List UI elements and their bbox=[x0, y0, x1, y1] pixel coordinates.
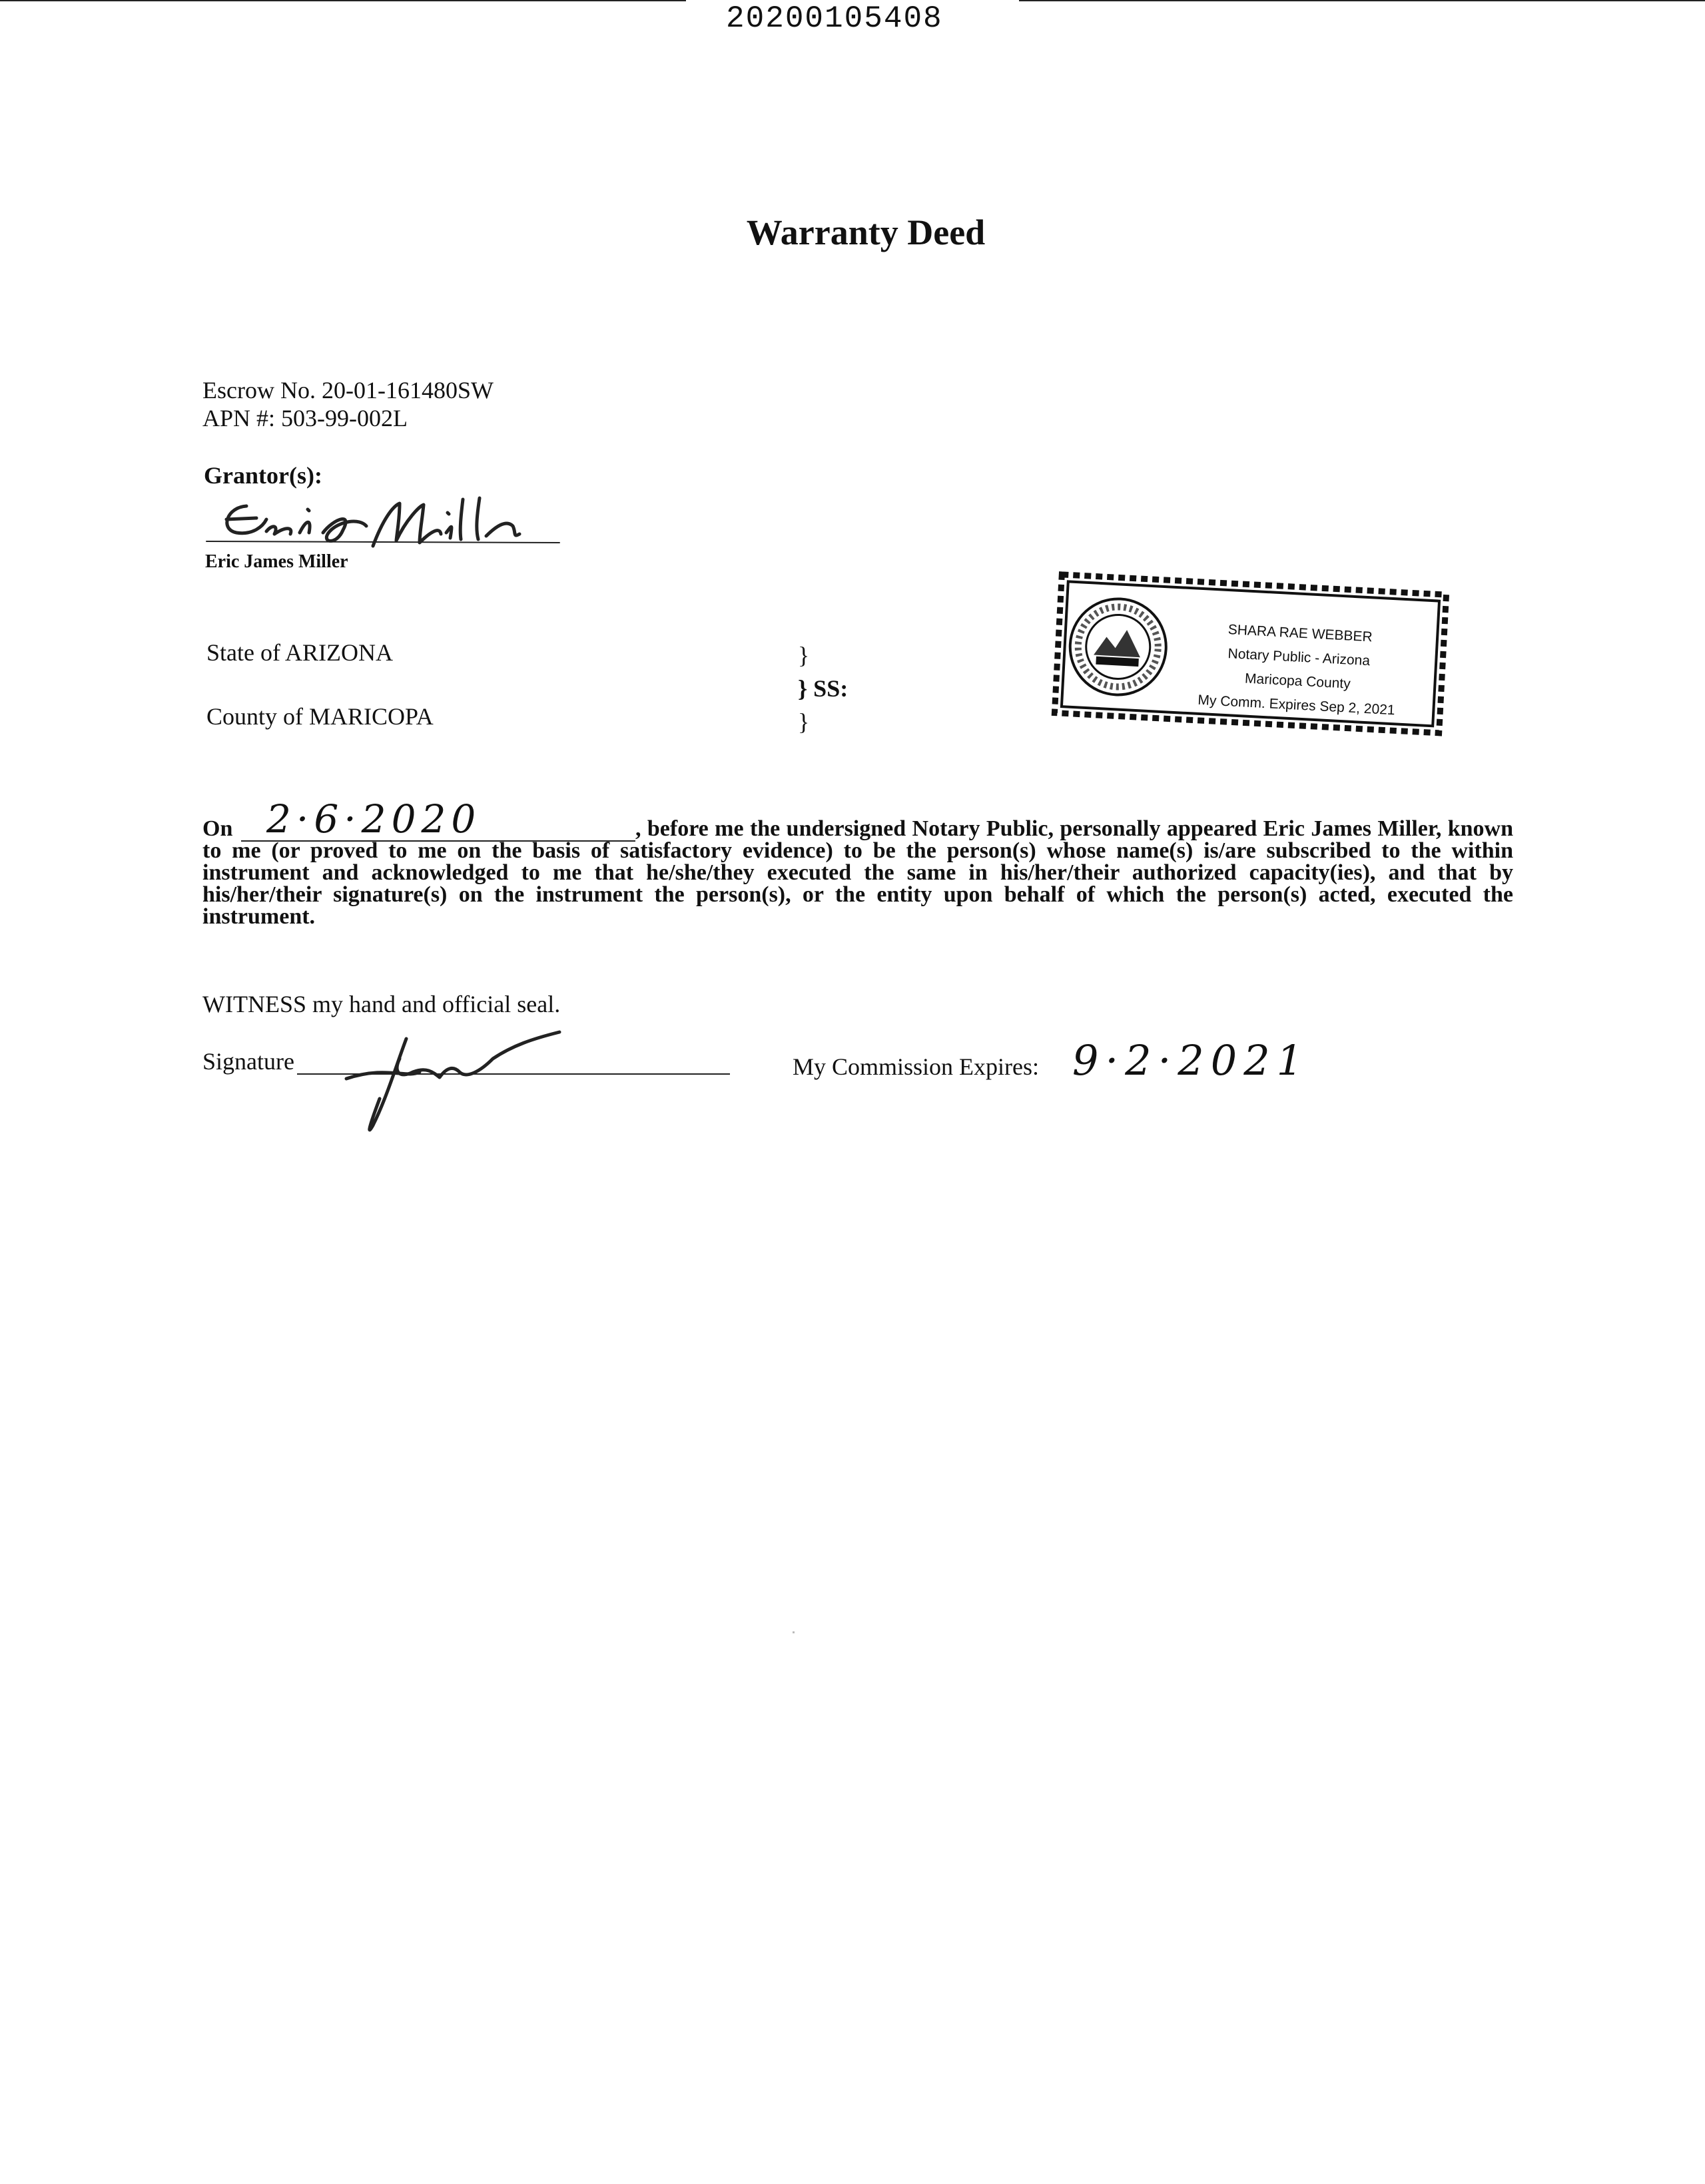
county-line: County of MARICOPA bbox=[206, 703, 434, 730]
document-title: Warranty Deed bbox=[746, 212, 986, 252]
scan-speck bbox=[793, 1631, 795, 1633]
grantor-heading: Grantor(s): bbox=[204, 462, 322, 489]
venue-brace-ss: } SS: bbox=[798, 675, 849, 702]
recording-number: 20200105408 bbox=[726, 1, 943, 36]
venue-brace-top: } bbox=[798, 642, 810, 669]
escrow-number: Escrow No. 20-01-161480SW bbox=[202, 377, 494, 404]
notary-signature bbox=[333, 1025, 586, 1139]
state-seal-icon bbox=[1068, 597, 1168, 697]
top-border-right bbox=[1019, 0, 1705, 1]
stamp-expiration: My Comm. Expires Sep 2, 2021 bbox=[1197, 692, 1396, 718]
top-border-left bbox=[0, 0, 686, 1]
acknowledgment-date: 2·6·2020 bbox=[266, 796, 482, 842]
commission-expiration-date: 9·2·2021 bbox=[1072, 1036, 1310, 1085]
state-line: State of ARIZONA bbox=[206, 639, 393, 666]
commission-label: My Commission Expires: bbox=[793, 1053, 1040, 1080]
stamp-notary-county: Maricopa County bbox=[1244, 671, 1351, 692]
acknowledgment-text bbox=[202, 818, 1513, 928]
on-label: On bbox=[202, 816, 233, 841]
notary-stamp bbox=[1046, 570, 1459, 750]
signature-label: Signature bbox=[202, 1048, 294, 1075]
venue-brace-bottom: } bbox=[798, 708, 810, 735]
apn-number: APN #: 503-99-002L bbox=[202, 405, 408, 431]
stamp-notary-name: SHARA RAE WEBBER bbox=[1227, 622, 1373, 645]
stamp-notary-title: Notary Public - Arizona bbox=[1227, 646, 1371, 669]
grantor-name: Eric James Miller bbox=[205, 551, 348, 572]
witness-line: WITNESS my hand and official seal. bbox=[202, 991, 561, 1017]
acknowledgment-body: , before me the undersigned Notary Public, personally appeared Eric James Miller, known to me (or proved to me on the basis of satisfactory evidence) to be the person(s) whose name(s) is/are subscribed to the within instrument and acknowledged to me that he/she/they executed the same in his/her/their authorized capacity(ies), and that by his/her/their signature(s) on the instrument the person(s), or the entity upon behalf of which the person(s) acted, executed the instrument. bbox=[202, 816, 1513, 929]
